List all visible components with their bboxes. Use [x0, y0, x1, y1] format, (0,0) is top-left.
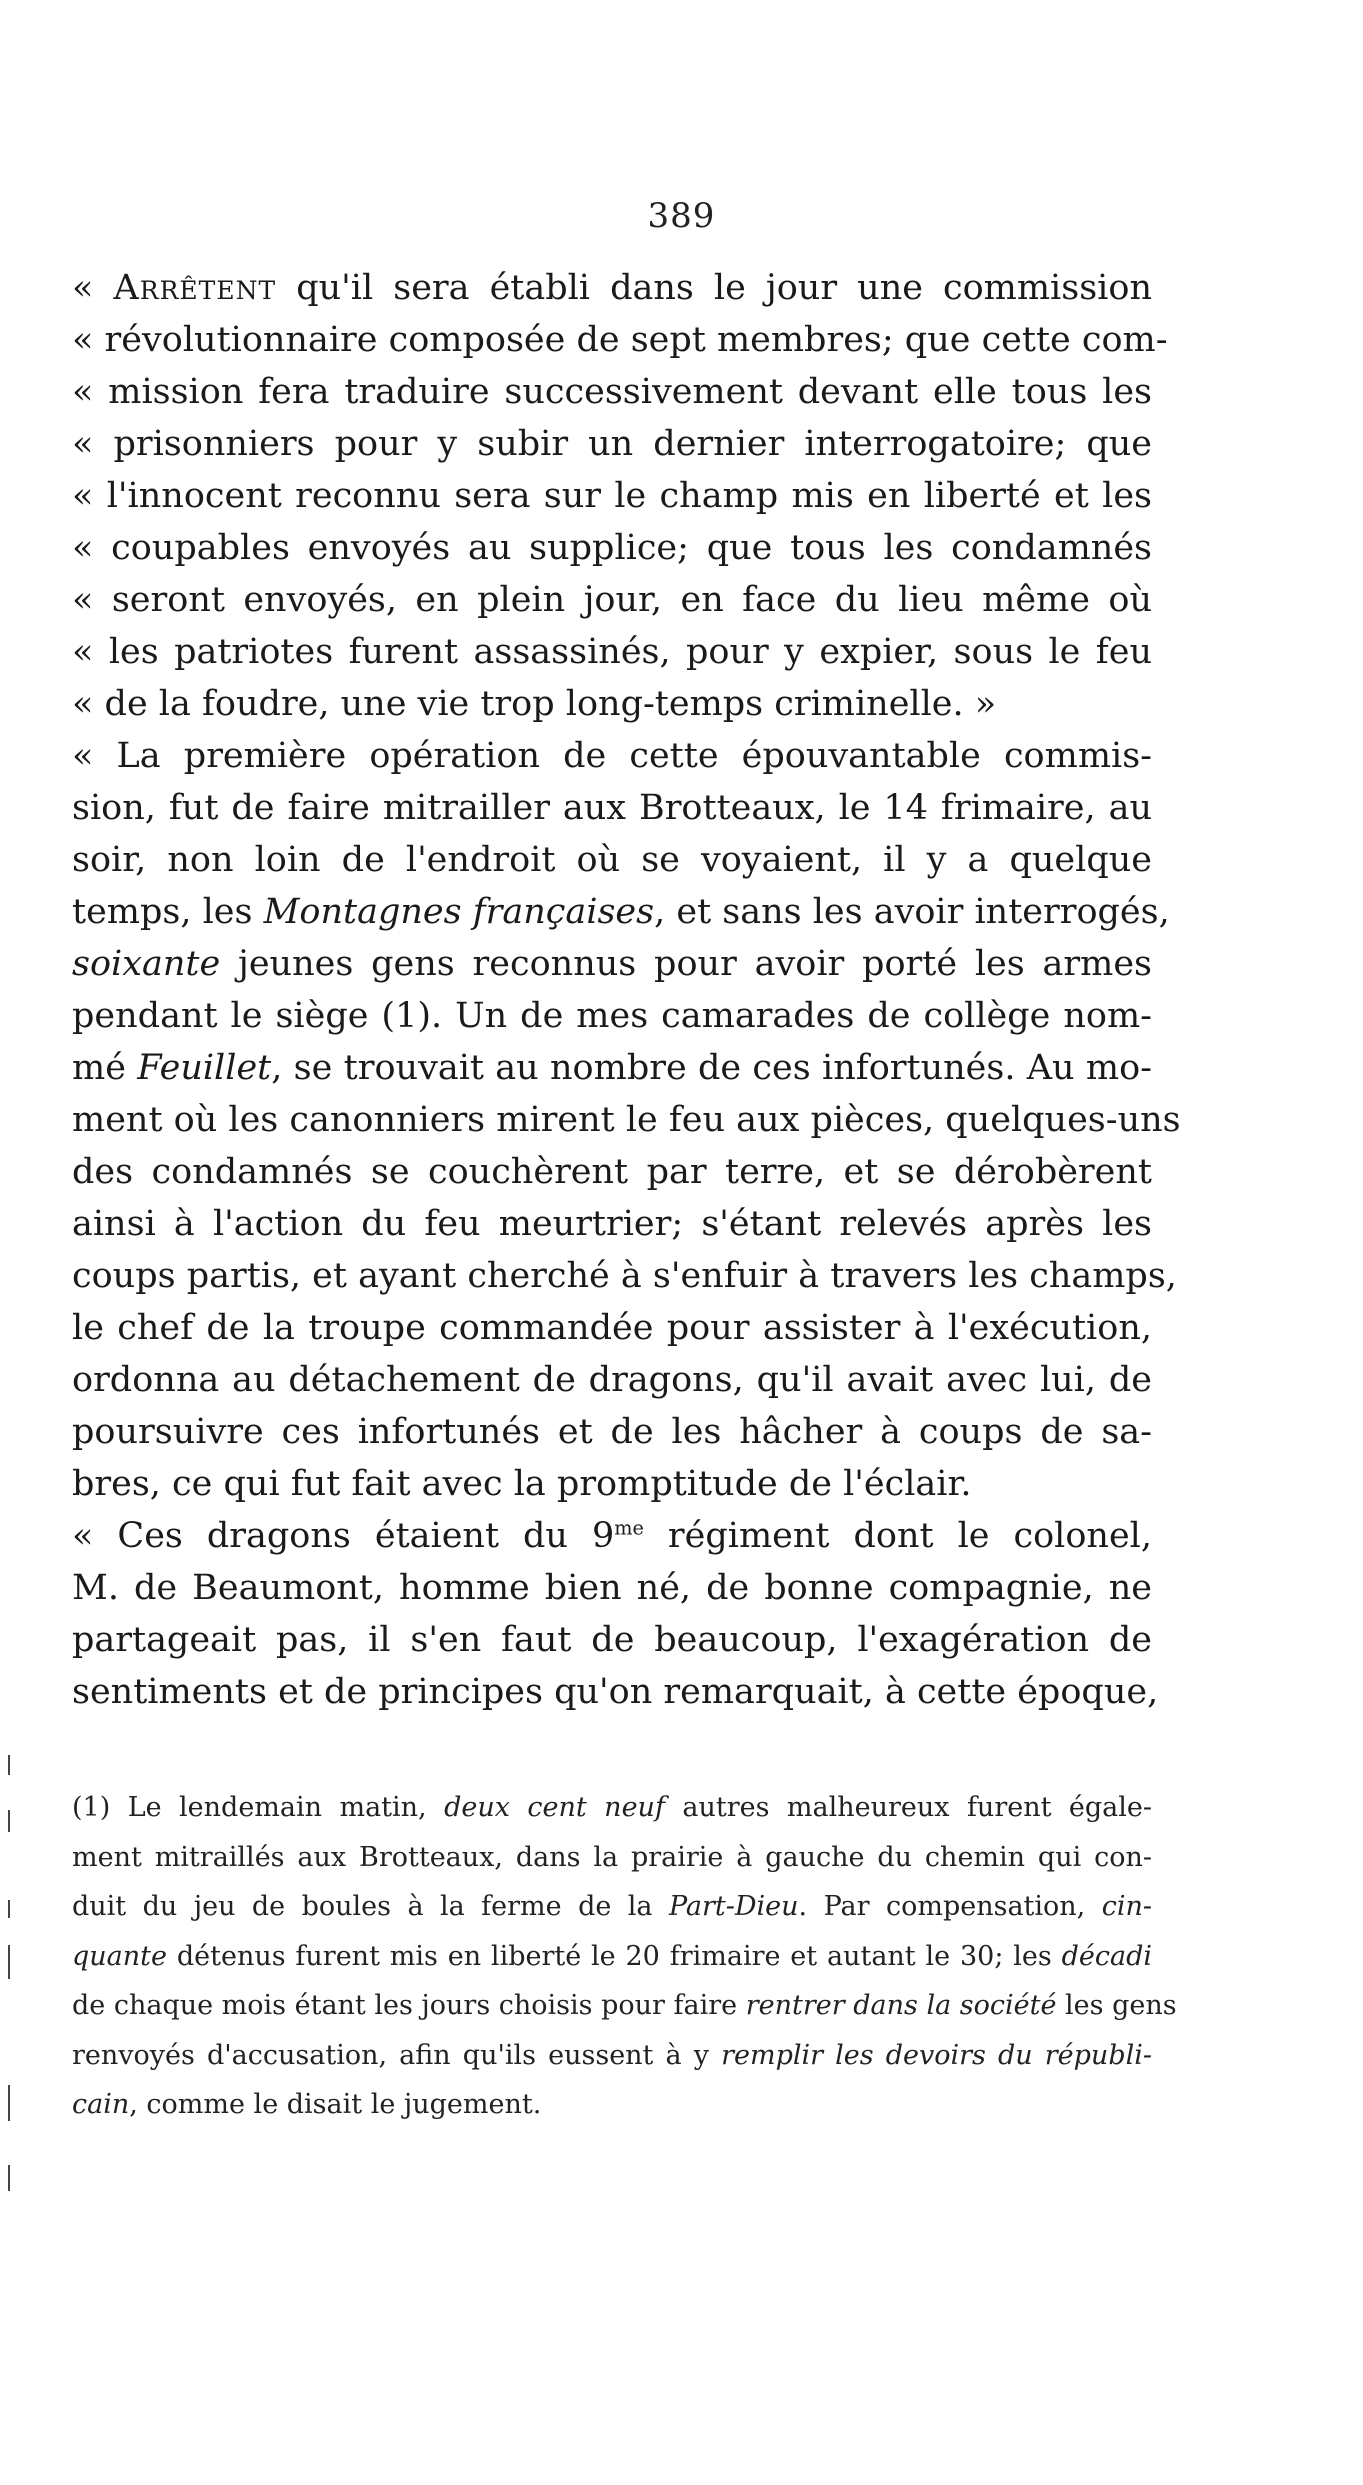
text-line: « de la foudre, une vie trop long-temps criminelle. » — [72, 684, 997, 724]
text-run: renvoyés d'accusation, afin qu'ils eussent à y — [72, 2039, 722, 2071]
text-run: régiment dont le colonel, — [643, 1516, 1152, 1556]
scan-mark — [8, 2085, 10, 2121]
text-line: « révolutionnaire composée de sept membres; que cette com- — [72, 320, 1168, 360]
text-run: (1) Le lendemain matin, — [72, 1792, 445, 1823]
text-line — [72, 1042, 1152, 1094]
footnote-line — [72, 1882, 1152, 1932]
text-line: « coupables envoyés au supplice; que tous les condamnés — [72, 528, 1152, 568]
text-line: « La première opération de cette épouvantable commis- — [72, 736, 1152, 776]
italic-run: soixante — [72, 944, 221, 984]
text-run: « Ces dragons étaient du 9 — [72, 1516, 615, 1556]
text-line: soir, non loin de l'endroit où se voyaient, il y a quelque — [72, 840, 1152, 880]
text-line: ordonna au détachement de dragons, qu'il avait avec lui, de — [72, 1360, 1152, 1400]
footnote-line — [72, 2031, 1152, 2081]
text-line: ment où les canonniers mirent le feu aux pièces, quelques-uns — [72, 1100, 1181, 1140]
small-caps-word: Arrêtent — [113, 268, 277, 308]
text-run: duit du jeu de boules à la ferme de la — [72, 1891, 669, 1922]
text-run: qu'il sera établi dans le jour une commission — [276, 268, 1152, 308]
main-text — [72, 262, 1181, 1718]
scan-mark — [8, 2165, 10, 2191]
text-line: « l'innocent reconnu sera sur le champ mis en liberté et les — [72, 476, 1152, 516]
text-line: M. de Beaumont, homme bien né, de bonne compagnie, ne — [72, 1568, 1152, 1608]
footnote-line — [72, 1783, 1152, 1833]
italic-run: Part-Dieu — [668, 1891, 799, 1922]
text-line: coups partis, et ayant cherché à s'enfuir à travers les champs, — [72, 1256, 1177, 1296]
italic-run: décadi — [1061, 1940, 1152, 1972]
scan-mark — [8, 1900, 10, 1918]
text-run: les gens — [1056, 1990, 1177, 2021]
italic-run: rentrer dans la société — [745, 1990, 1057, 2021]
text-line: sion, fut de faire mitrailler aux Brotteaux, le 14 frimaire, au — [72, 788, 1152, 828]
text-run: de chaque mois étant les jours choisis pour faire — [72, 1990, 746, 2021]
text-run: , se trouvait au nombre de ces infortunés. Au mo- — [271, 1048, 1152, 1088]
text-line: bres, ce qui fut fait avec la promptitude de l'éclair. — [72, 1464, 972, 1504]
text-line — [72, 938, 1152, 990]
text-run: , et sans les avoir interrogés, — [654, 892, 1170, 932]
italic-run: Feuillet — [137, 1048, 272, 1088]
text-line: « mission fera traduire successivement devant elle tous les — [72, 372, 1152, 412]
text-run: « — [72, 268, 114, 308]
text-run: détenus furent mis en liberté le 20 frimaire et autant le 30; les — [167, 1940, 1062, 1972]
superscript: me — [614, 1516, 644, 1540]
footnote-line — [72, 1932, 1152, 1982]
text-line: sentiments et de principes qu'on remarquait, à cette époque, — [72, 1672, 1159, 1712]
italic-run: cain — [72, 2089, 130, 2120]
footnote — [72, 1783, 1177, 2130]
text-line: pendant le siège (1). Un de mes camarades de collège nom- — [72, 996, 1152, 1036]
footnote-line: ment mitraillés aux Brotteaux, dans la prairie à gauche du chemin qui con- — [72, 1841, 1152, 1873]
italic-run: cin- — [1101, 1891, 1152, 1922]
text-run: , comme le disait le jugement. — [129, 2089, 542, 2120]
text-line: poursuivre ces infortunés et de les hâcher à coups de sa- — [72, 1412, 1152, 1452]
italic-run: remplir les devoirs du républi- — [721, 2039, 1152, 2071]
text-line: le chef de la troupe commandée pour assister à l'exécution, — [72, 1308, 1152, 1348]
text-line — [72, 886, 1170, 938]
text-line — [72, 262, 1152, 314]
text-line: « les patriotes furent assassinés, pour y expier, sous le feu — [72, 632, 1152, 672]
text-run: temps, les — [72, 892, 264, 932]
italic-run: deux cent neuf — [444, 1792, 665, 1823]
text-line: « prisonniers pour y subir un dernier interrogatoire; que — [72, 424, 1152, 464]
page-number: 389 — [647, 196, 716, 236]
scan-mark — [8, 1755, 10, 1775]
text-run: autres malheureux furent égale- — [664, 1792, 1152, 1823]
italic-run: quante — [72, 1940, 167, 1972]
text-run: . Par compensation, — [798, 1891, 1102, 1922]
italic-run: Montagnes françaises — [263, 892, 655, 932]
scan-mark — [8, 1810, 10, 1832]
footnote-line — [72, 2080, 1152, 2130]
text-run: jeunes gens reconnus pour avoir porté les armes — [220, 944, 1152, 984]
text-line — [72, 1510, 1152, 1562]
text-line: partageait pas, il s'en faut de beaucoup, l'exagération de — [72, 1620, 1152, 1660]
text-line: des condamnés se couchèrent par terre, et se dérobèrent — [72, 1152, 1152, 1192]
footnote-line — [72, 1981, 1177, 2031]
text-line: « seront envoyés, en plein jour, en face du lieu même où — [72, 580, 1152, 620]
text-run: mé — [72, 1048, 138, 1088]
scan-mark — [8, 1945, 10, 1979]
text-line: ainsi à l'action du feu meurtrier; s'étant relevés après les — [72, 1204, 1152, 1244]
